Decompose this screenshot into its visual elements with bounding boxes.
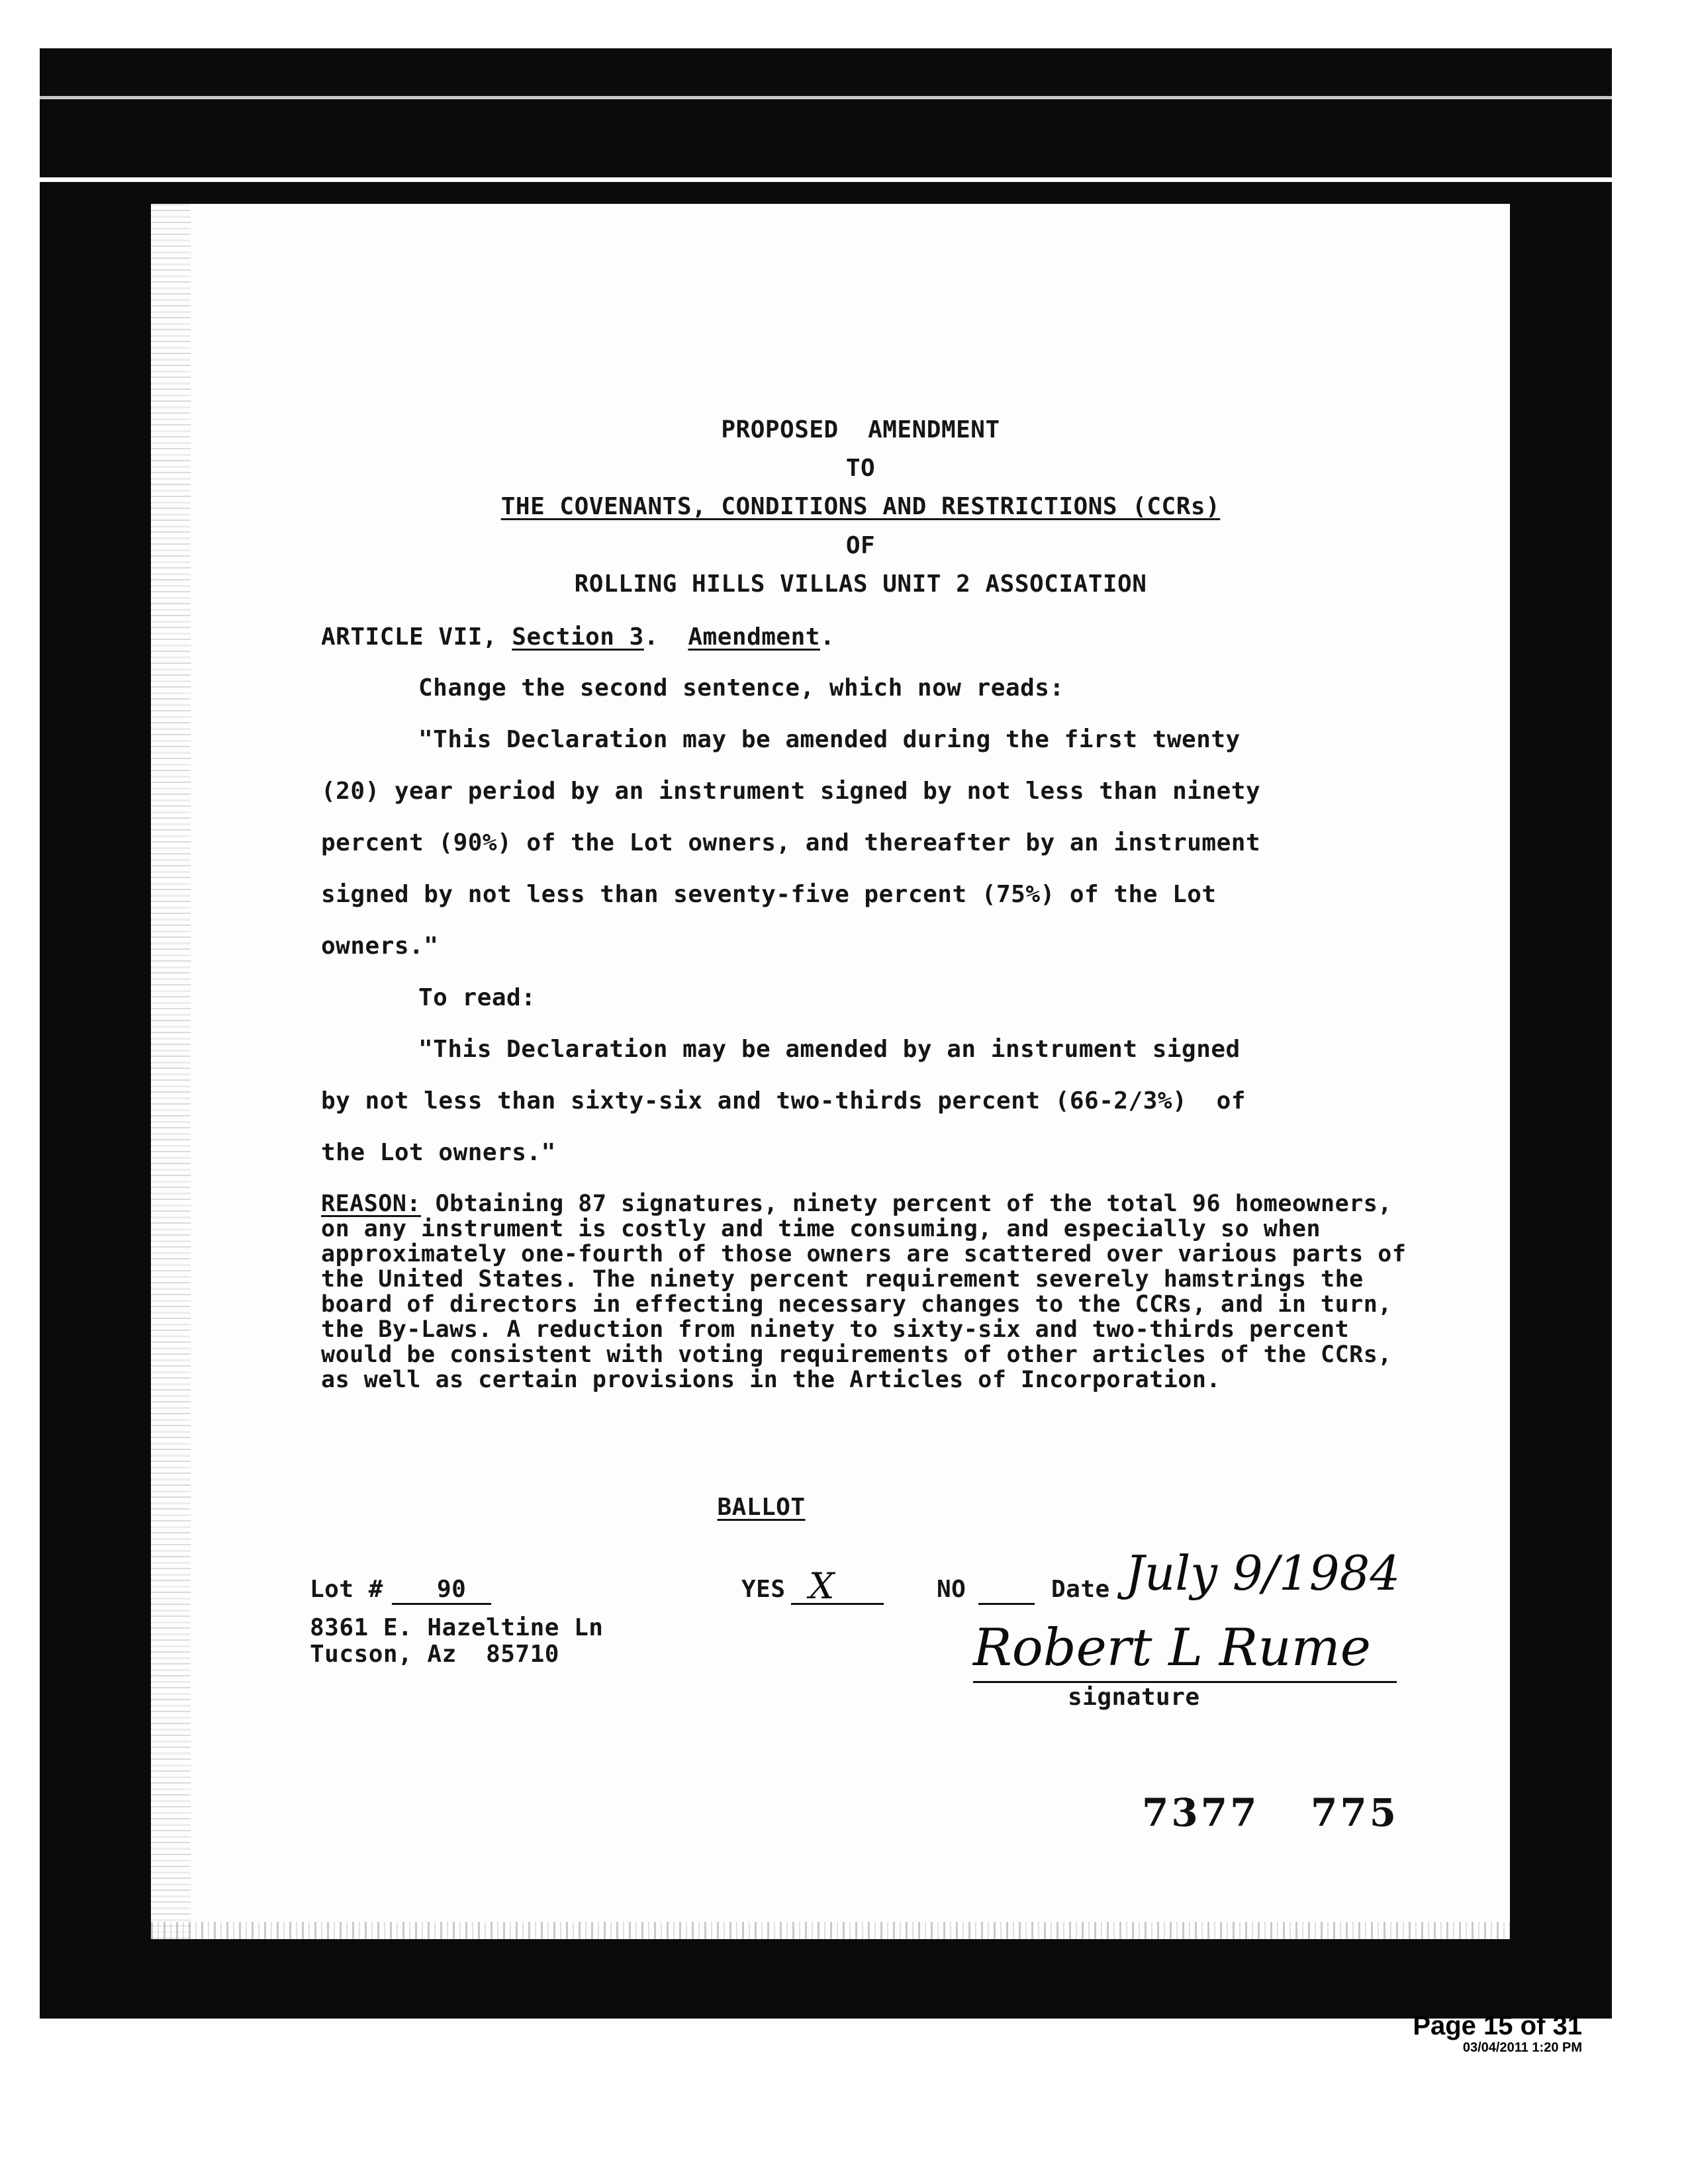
stamp-number: 775 — [1311, 1790, 1399, 1835]
article-separator: . — [643, 623, 688, 651]
scan-noise-bottom — [151, 1922, 1510, 1939]
address-line: 8361 E. Hazeltine Ln — [310, 1614, 604, 1641]
lot-number: 90 — [437, 1576, 467, 1603]
change-instruction: Change the second sentence, which now reads: — [418, 674, 1064, 702]
document-of: OF — [845, 532, 876, 559]
signature-label: signature — [1068, 1684, 1200, 1711]
article-prefix: ARTICLE VII, — [321, 623, 512, 651]
page-timestamp: 03/04/2011 1:20 PM — [1462, 2040, 1582, 2055]
reason-label: REASON: — [321, 1191, 422, 1217]
current-text-line: "This Declaration may be amended during the first twenty — [418, 726, 1241, 753]
article-section: Section 3 — [512, 623, 644, 651]
current-text-line: signed by not less than seventy-five percent (75%) of the Lot — [321, 881, 1217, 908]
current-text-line: percent (90%) of the Lot owners, and thereafter by an instrument — [321, 829, 1261, 856]
scan-noise-left — [151, 204, 191, 1939]
address-line: Tucson, Az 85710 — [310, 1641, 559, 1668]
article-suffix: . — [820, 623, 835, 651]
scan-top-rule — [40, 96, 1612, 99]
new-text-line: by not less than sixty-six and two-thirds percent (66-2/3%) of — [321, 1087, 1246, 1115]
document-title: PROPOSED AMENDMENT — [721, 416, 1000, 443]
reason-text: Obtaining 87 signatures, ninety percent of the total 96 homeowners, on any instrument is costly and time consuming, and especially so when approximately one-fourth of those owners are scattered over various parts of the United States. The ninety percent requirement severely hamstrings the board of directors in effecting necessary changes to the CCRs, and in turn, the By-Laws. A reduction from ninety to sixty-six and two-thirds percent would be consistent with voting requirements of other articles of the CCRs, as well as certain provisions in the Articles of Incorporation. — [321, 1191, 1407, 1393]
no-blank-line — [978, 1603, 1035, 1605]
lot-label: Lot # — [310, 1576, 383, 1603]
date-label: Date — [1051, 1576, 1110, 1603]
page-footer — [1413, 2012, 1582, 2056]
signature-handwritten: Robert L Rume — [973, 1618, 1371, 1678]
document-to: TO — [845, 455, 876, 482]
no-label: NO — [937, 1576, 966, 1603]
to-read-label: To read: — [418, 984, 536, 1011]
yes-label: YES — [741, 1576, 786, 1603]
scan-top-band — [40, 48, 1612, 177]
signature-line — [973, 1681, 1397, 1683]
current-text-line: owners." — [321, 933, 439, 960]
lot-blank-line — [392, 1603, 491, 1605]
article-heading — [321, 624, 835, 651]
yes-mark: X — [809, 1565, 835, 1607]
stamp-number: 7377 — [1142, 1790, 1260, 1835]
new-text-line: "This Declaration may be amended by an instrument signed — [418, 1036, 1241, 1063]
article-topic: Amendment — [688, 623, 820, 651]
current-text-line: (20) year period by an instrument signed by not less than ninety — [321, 778, 1261, 805]
yes-blank-line — [791, 1603, 884, 1605]
new-text-line: the Lot owners." — [321, 1139, 556, 1166]
document-subject: THE COVENANTS, CONDITIONS AND RESTRICTIONS (CCRs) — [500, 493, 1221, 520]
page-number: Page 15 of 31 — [1413, 2011, 1582, 2040]
reason-paragraph — [321, 1191, 1423, 1392]
association-name: ROLLING HILLS VILLAS UNIT 2 ASSOCIATION — [574, 570, 1147, 598]
date-handwritten: July 9/1984 — [1125, 1545, 1401, 1601]
ballot-heading: BALLOT — [717, 1494, 806, 1521]
